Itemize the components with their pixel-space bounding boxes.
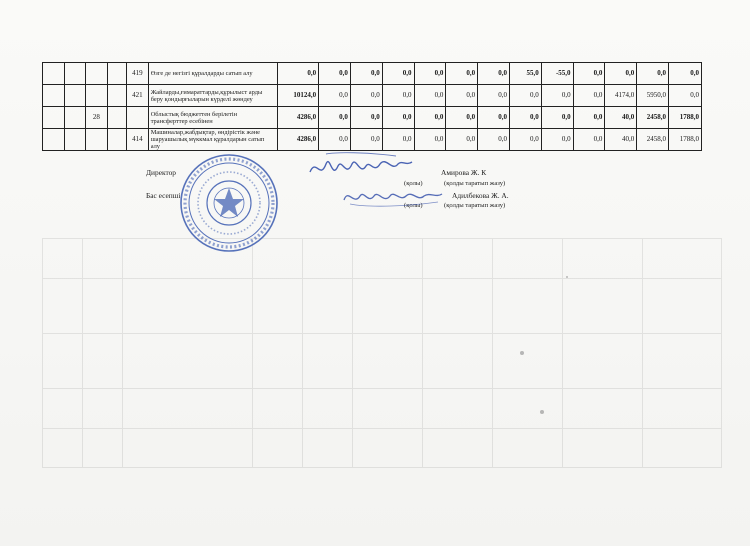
- cell-value: 0,0: [637, 63, 669, 85]
- cell-value: 0,0: [382, 85, 414, 107]
- table-row: [43, 107, 702, 129]
- cell-value: 0,0: [669, 63, 702, 85]
- cell-value: 0,0: [573, 63, 605, 85]
- cell-value: 0,0: [478, 63, 510, 85]
- cell-value: 0,0: [382, 63, 414, 85]
- cell-value: 55,0: [509, 63, 541, 85]
- cell-code: 421: [127, 85, 149, 107]
- cell-value: 0,0: [478, 85, 510, 107]
- cell-value: 0,0: [669, 85, 702, 107]
- cell-name: Жайларды,ғимараттарды,құрылыст арды беру қондырғыларын күрделі жөндеу: [148, 85, 277, 107]
- cell-col-a: [43, 107, 65, 129]
- cell-value: 0,0: [414, 107, 446, 129]
- director-name-hint: (қолды таратып жазу): [444, 180, 506, 187]
- cell-col-b: [64, 129, 86, 151]
- cell-col-a: [43, 129, 65, 151]
- cell-value: 2458,0: [637, 129, 669, 151]
- scan-speck: [540, 410, 544, 414]
- cell-spacer: [107, 85, 127, 107]
- cell-value: 1788,0: [669, 129, 702, 151]
- cell-col-c: [86, 85, 108, 107]
- director-sign-hint: (қолы): [404, 180, 423, 187]
- cell-value: 5950,0: [637, 85, 669, 107]
- bleed-through-table: [42, 238, 722, 468]
- accountant-signature-icon: [340, 184, 445, 210]
- cell-value: 0,0: [446, 63, 478, 85]
- cell-value: 0,0: [478, 129, 510, 151]
- cell-name: Облыстық бюджеттен берілетін трансферттер есебінен: [148, 107, 277, 129]
- cell-value: 0,0: [478, 107, 510, 129]
- cell-col-b: [64, 107, 86, 129]
- cell-value: 0,0: [319, 85, 351, 107]
- cell-col-a: [43, 63, 65, 85]
- cell-value: 0,0: [541, 85, 573, 107]
- cell-value: 0,0: [446, 129, 478, 151]
- cell-col-c: [86, 129, 108, 151]
- cell-value: 4286,0: [278, 129, 319, 151]
- cell-value: 40,0: [605, 107, 637, 129]
- cell-col-a: [43, 85, 65, 107]
- cell-value: 0,0: [509, 107, 541, 129]
- accountant-name-hint: (қолды таратып жазу): [444, 202, 506, 209]
- cell-value: -55,0: [541, 63, 573, 85]
- cell-col-b: [64, 85, 86, 107]
- table-row: [43, 63, 702, 85]
- cell-col-c: 28: [86, 107, 108, 129]
- cell-value: 0,0: [350, 107, 382, 129]
- official-stamp-icon: [178, 152, 280, 254]
- cell-value: 0,0: [414, 63, 446, 85]
- cell-value: 0,0: [350, 63, 382, 85]
- cell-value: 0,0: [509, 85, 541, 107]
- table-row: [43, 129, 702, 151]
- budget-table: [42, 62, 702, 151]
- director-label: Директор: [146, 168, 176, 177]
- cell-name: Өзге де негізгі құралдарды сатып алу: [148, 63, 277, 85]
- cell-value: 4174,0: [605, 85, 637, 107]
- cell-value: 0,0: [541, 107, 573, 129]
- cell-value: 0,0: [573, 107, 605, 129]
- cell-code: 419: [127, 63, 149, 85]
- cell-value: 0,0: [446, 107, 478, 129]
- cell-value: 0,0: [350, 85, 382, 107]
- cell-value: 4286,0: [278, 107, 319, 129]
- cell-value: 0,0: [414, 129, 446, 151]
- cell-value: 0,0: [319, 129, 351, 151]
- cell-spacer: [107, 63, 127, 85]
- cell-value: 0,0: [278, 63, 319, 85]
- cell-value: 0,0: [573, 129, 605, 151]
- accountant-label: Бас есепші: [146, 191, 181, 200]
- cell-value: 40,0: [605, 129, 637, 151]
- cell-value: 1788,0: [669, 107, 702, 129]
- cell-value: 0,0: [541, 129, 573, 151]
- cell-value: 0,0: [446, 85, 478, 107]
- director-signature-icon: [306, 150, 416, 186]
- scan-speck: [566, 276, 568, 278]
- cell-value: 0,0: [319, 107, 351, 129]
- cell-value: 0,0: [319, 63, 351, 85]
- cell-value: 10124,0: [278, 85, 319, 107]
- director-name: Амирова Ж. К: [441, 168, 487, 177]
- cell-spacer: [107, 129, 127, 151]
- cell-value: 0,0: [605, 63, 637, 85]
- cell-col-b: [64, 63, 86, 85]
- cell-name: Машиналар,жабдықтар, өндірістік және шаруашылық мүккмал құралдарын сатып алу: [148, 129, 277, 151]
- cell-value: 2458,0: [637, 107, 669, 129]
- cell-value: 0,0: [414, 85, 446, 107]
- cell-value: 0,0: [382, 129, 414, 151]
- cell-code: [127, 107, 149, 129]
- cell-spacer: [107, 107, 127, 129]
- scan-speck: [520, 351, 524, 355]
- accountant-name: Адилбекова Ж. А.: [452, 191, 509, 200]
- cell-code: 414: [127, 129, 149, 151]
- cell-value: 0,0: [350, 129, 382, 151]
- table-row: [43, 85, 702, 107]
- cell-value: 0,0: [509, 129, 541, 151]
- cell-value: 0,0: [573, 85, 605, 107]
- cell-col-c: [86, 63, 108, 85]
- accountant-sign-hint: (қолы): [404, 202, 423, 209]
- cell-value: 0,0: [382, 107, 414, 129]
